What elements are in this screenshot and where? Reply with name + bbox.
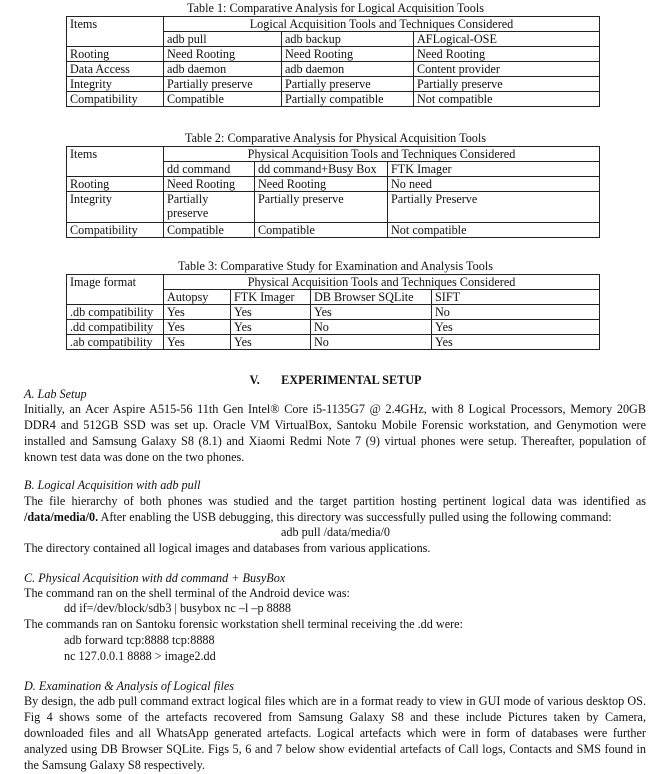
column-header: DB Browser SQLite (311, 290, 432, 305)
row-label: Rooting (67, 177, 164, 192)
adb-pull-command: adb pull /data/media/0 (281, 525, 390, 539)
table-row (67, 177, 600, 192)
items-header: Items (67, 147, 164, 177)
group-header: Physical Acquisition Tools and Techniques Considered (164, 147, 600, 162)
row-label: Rooting (67, 47, 164, 62)
table-row (67, 192, 600, 223)
table-cell: Need Rooting (414, 47, 600, 62)
table-header-row (67, 275, 600, 290)
table-cell: Content provider (414, 62, 600, 77)
row-label: .db compatibility (67, 305, 164, 320)
table-cell: Yes (311, 305, 432, 320)
table-cell: Yes (432, 320, 600, 335)
table-cell: Need Rooting (282, 47, 414, 62)
subsection-a-paragraph: Initially, an Acer Aspire A515-56 11th Gen Intel® Core i5-1135G7 @ 2.4GHz, with 8 Logical Processors, Memory 20GB DDR4 and 512GB SSD was set up. Oracle VM VirtualBox, Santoku Mobile Forensic workstation, and Genymotion were installed and Samsung Galaxy S8 (8.1) and Xiaomi Redmi Note 7 (9) virtual phones were setup. Thereafter, population of known test data was done on the two phones. (24, 402, 646, 464)
column-header: SIFT (432, 290, 600, 305)
column-header: adb backup (282, 32, 414, 47)
row-label: Compatibility (67, 92, 164, 107)
nc-command: nc 127.0.0.1 8888 > image2.dd (64, 649, 216, 663)
column-header: dd command+Busy Box (255, 162, 388, 177)
table-row (67, 77, 600, 92)
subsection-a-heading: A. Lab Setup (24, 387, 87, 401)
column-header: AFLogical-OSE (414, 32, 600, 47)
table-row (67, 92, 600, 107)
table-cell: No (432, 305, 600, 320)
row-label: Integrity (67, 77, 164, 92)
adb-forward-command: adb forward tcp:8888 tcp:8888 (64, 633, 215, 647)
section-number: V. (249, 373, 260, 387)
table-cell: Compatible (164, 92, 282, 107)
subsection-b-paragraph (24, 493, 646, 525)
column-header: dd command (164, 162, 255, 177)
table-cell: No need (388, 177, 600, 192)
table-cell: Not compatible (388, 223, 600, 238)
table-row (67, 320, 600, 335)
subsection-c-line2: The commands ran on Santoku forensic workstation shell terminal receiving the .dd were: (24, 617, 463, 631)
subsection-c-line1: The command ran on the shell terminal of the Android device was: (24, 586, 350, 600)
subsection-b-heading: B. Logical Acquisition with adb pull (24, 478, 201, 492)
table-cell: Yes (231, 335, 311, 350)
table-cell: Yes (432, 335, 600, 350)
subsection-b-after: The directory contained all logical images and databases from various applications. (24, 541, 431, 555)
subsection-d-paragraph: By design, the adb pull command extract logical files which are in a format ready to view in GUI mode of various desktop OS. Fig 4 shows some of the artefacts recovered from Samsung Galaxy S8 and these include Pictures taken by Camera, downloaded files and all WhatsApp generated artefacts. Logical artefacts which were in form of databases were further analyzed using DB Browser SQLite. Figs 5, 6 and 7 below show evidential artefacts of Call logs, Contacts and SMS found in the Samsung Galaxy S8 respectively. (24, 694, 646, 772)
table-cell: No (311, 320, 432, 335)
column-header: FTK Imager (388, 162, 600, 177)
table-cell: Partially Preserve (388, 192, 600, 223)
table-cell: Partially compatible (282, 92, 414, 107)
subsection-d-heading: D. Examination & Analysis of Logical files (24, 679, 235, 693)
table-cell: Partially preserve (164, 192, 255, 223)
row-label: Integrity (67, 192, 164, 223)
table2-caption: Table 2: Comparative Analysis for Physical Acquisition Tools (184, 131, 487, 145)
table-cell: No (311, 335, 432, 350)
table-cell: Need Rooting (164, 177, 255, 192)
table-cell: Yes (164, 305, 231, 320)
table-cell: Yes (231, 320, 311, 335)
table-cell: Yes (164, 335, 231, 350)
subsection-c-heading: C. Physical Acquisition with dd command + BusyBox (24, 571, 286, 585)
table-row (67, 305, 600, 320)
table-cell: Need Rooting (164, 47, 282, 62)
items-header: Image format (67, 275, 164, 305)
row-label: Compatibility (67, 223, 164, 238)
table-cell: adb daemon (164, 62, 282, 77)
row-label: .dd compatibility (67, 320, 164, 335)
items-header: Items (67, 17, 164, 47)
data-path: /data/media/0. (24, 510, 99, 524)
table3 (66, 274, 600, 350)
column-header: Autopsy (164, 290, 231, 305)
table-cell: Yes (164, 320, 231, 335)
table1-caption: Table 1: Comparative Analysis for Logical Acquisition Tools (187, 1, 484, 15)
column-header: adb pull (164, 32, 282, 47)
table-header-row (67, 147, 600, 162)
table-cell: adb daemon (282, 62, 414, 77)
paragraph-text: The file hierarchy of both phones was studied and the target partition hosting pertinent logical data was identified as (24, 494, 646, 508)
table-row (67, 335, 600, 350)
group-header: Logical Acquisition Tools and Techniques Considered (164, 17, 600, 32)
dd-command: dd if=/dev/block/sdb3 | busybox nc –l –p 8888 (64, 601, 291, 615)
paragraph-text: After enabling the USB debugging, this directory was successfully pulled using the following command: (98, 510, 612, 524)
table-row (67, 62, 600, 77)
table-cell: Compatible (255, 223, 388, 238)
table-cell: Not compatible (414, 92, 600, 107)
section-title: EXPERIMENTAL SETUP (281, 373, 422, 387)
table-cell: Compatible (164, 223, 255, 238)
table-row (67, 223, 600, 238)
table-cell: Partially preserve (255, 192, 388, 223)
table1 (66, 16, 600, 107)
table2 (66, 146, 600, 238)
column-header: FTK Imager (231, 290, 311, 305)
table-cell: Need Rooting (255, 177, 388, 192)
table-row (67, 47, 600, 62)
row-label: .ab compatibility (67, 335, 164, 350)
table-cell: Partially preserve (282, 77, 414, 92)
row-label: Data Access (67, 62, 164, 77)
table-cell: Partially preserve (164, 77, 282, 92)
table-header-row (67, 17, 600, 32)
section-heading (0, 372, 671, 388)
table-cell: Partially preserve (414, 77, 600, 92)
table3-caption: Table 3: Comparative Study for Examination and Analysis Tools (178, 259, 493, 273)
table-cell: Yes (231, 305, 311, 320)
group-header: Physical Acquisition Tools and Techniques Considered (164, 275, 600, 290)
